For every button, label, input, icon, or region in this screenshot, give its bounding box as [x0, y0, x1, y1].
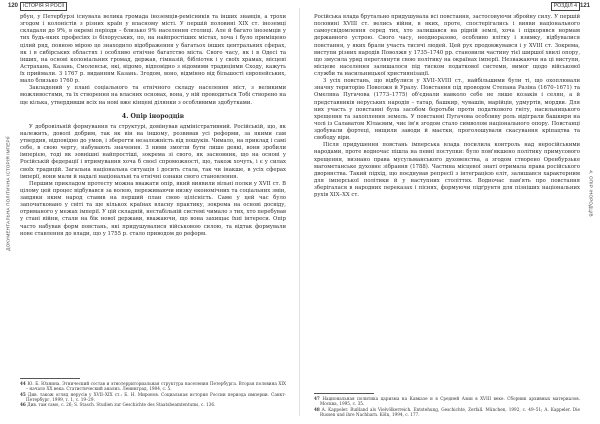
body-paragraph: рбун, у Петербурзі існувала велика громада іноземців-ремісників та інших знавців, а трохи згодом і колоністів з різних країн у власному місті. У першій половині XIX ст. іноземці складали до 9%, в окремі періоди – близько 9% населення столиці. Але й багато іноземців у тих будь-яких професіях із білоруських, по, на найпростіших містах, хоча і було приміщено цілий ряд, повною мірою це знаходило відображення у багатьох інших центральних сферах, як і в сибірських областях і особливо етнічне багатство міста. Свого часу, як і в Одесі та інших, на основі колоніальних громад, держав, гімназій, бібліотек і у своїх храмах, місцеві Астрахань, Казань, Смоленськ, які, відомо, відповідно з відомими традиціями Сходу, кажуть їх приймали. З 1767 р. виданням Казань. Згодом, воно, відмінно від більшості європейських, мало близько 1760 р.	[20, 14, 286, 85]
right-side-band	[586, 18, 596, 368]
footnote	[314, 407, 580, 418]
section-title: 4. Опір інородців	[121, 112, 185, 120]
left-text-column	[20, 14, 286, 238]
right-running-head: РОЗДІЛ 4	[551, 2, 580, 11]
body-paragraph: Після придушення повстань імперська влада посилила контроль над неросійськими народами, проте водночас пішла на певні поступки: було пом'якшено політику примусового хрещення, визнано права мусульманського духовенства, а згодом створено Оренбурзьке магометанське духовне зібрання (1788). Частина місцевої знаті отримала права російського дворянства. Такий підхід, що поєднував репресії з інтеграцією еліт, залишався характерним для імперської політики й у наступних століттях. Водночас пам'ять про повстання зберігалася в народних переказах і піснях, формуючи підґрунтя для пізніших національних рухів XIX–XX ст.	[314, 142, 580, 199]
body-paragraph: Російська влада брутально придушувала всі повстання, застосовуючи збройну силу. У першій половині XVIII ст. велись війни, в яких, проте, спостерігались і вияви національного самоусвідомлення серед тих, хто залишався на рідній землі, хоча і підкорявся нормам державного устрою. Свого часу, неодноразово, особливо влітку і взимку, відбувалися повстання, у яких брали участь тисячі людей. Цей рух продовжувався і у XVIII ст. Зокрема, виступи різних народів Поволжя у 1735–1740 рр. становили частину тієї ширшої хвилі опору, що змусила уряд переглянути свою політику на окраїнах імперії. Незважаючи на ці виступи, місцеве населення залишалося під тиском податкової системи, вимог щодо військової служби та насильницької християнізації.	[314, 14, 580, 77]
footnote	[20, 402, 286, 407]
body-paragraph: Першим прикладом протесту можна вважати опір, який виявили вільні полки у XVII ст. В цілому цей процес відбувався за волею, переживаючи низку економічних та соціальних змін, завдяки яким народ ставив на перший план свою цілісність. Саме у цей час було започатковано у світі та ще кількох країнах власну практику, зокрема на основі досвіду, отриманого у межах імперії. У цій складній, нестабільній системі чимало з тих, хто перебував у стані війни, стали на бік нової держави, вважаючи, що вона захищає їхні інтереси. Опір часто набував форм повстань, які придушувалися військовою силою, та відтак формували нове ставлення до влади, що у 1755 р. стало приводом до реформ.	[20, 180, 286, 237]
footnote-text: Див. там само, с. 26; S. Stasch. Studien zur Geschichte des Staatsbeamtentums, с. 136.	[27, 402, 216, 408]
body-paragraph: Закладений у плані соціального та етнічного складу населення міст, з великими можливостями, та їх створення на власних основах, вона, у ній проводиться Тобі створено на ще кілька, утвердивши всіх на нові вже кінцеві ділянки з особливими здобутками.	[20, 85, 286, 106]
footnote-number: 45	[20, 391, 26, 397]
right-page	[300, 0, 600, 424]
footnote-text: A. Kappeler. Rußland als Vielvölkerreich. Entstehung, Geschichte, Zerfall. München, 1992, с. 49–51; A. Kappeler. Die Russen und ihre Nachbarn. Köln, 1994, с. 177.	[320, 406, 580, 417]
right-text-column	[314, 14, 580, 199]
footnote-number: 46	[20, 402, 26, 408]
left-footnotes	[20, 378, 286, 408]
footnote-rule	[20, 378, 80, 379]
footnote-text: Национальная политика царизма на Кавказе и в Средней Азии в XVIII веке. Сборник архивных материалов. Москва, 1995, с. 35.	[320, 395, 580, 407]
left-page-number: 120	[8, 3, 19, 9]
right-page-number: 121	[579, 3, 590, 9]
left-running-head: ІСТОРІЯ Я РОСІЇ	[20, 2, 67, 11]
footnote-number: 48	[314, 406, 320, 412]
footnote-text: Див. також огляд нерусів у XVII–XIX ст.: Б. Н. Миронов. Социальная история России периода империи. Санкт-Петербург, 1999, т. 1, с. 19–29.	[26, 391, 286, 402]
right-side-band-text: 4. ОПІР ІНОРОДЦІВ	[588, 169, 594, 217]
footnote	[314, 396, 580, 407]
footnote-rule	[314, 393, 374, 394]
footnote-text: Ю. Б. Юхнина. Этнический состав и этнотерриториальная структура населения Петербурга. Вторая половина XIX – начало XX века. Статистический анализ. Ленинград, 1984, с. 5.	[26, 380, 286, 392]
left-side-band-text: ДОКУМЕНТАЛЬНА ПОЛІТИЧНА ІСТОРІЯ ІМПЕРІЇ	[5, 135, 11, 251]
body-paragraph: З усіх повстань, що відбулися у XVII–XVIII ст., найбільшими були ті, що охоплювали значну територію Поволжя й Уралу. Повстання під проводом Степана Разіна (1670–1671) та Омеляна Пугачова (1773–1775) об'єднали навколо себе не лише козаків і селян, а й представників неруських народів – татар, башкир, чувашів, марійців, удмуртів, мордви. Для них участь у повстанні була засобом боротьби проти податкового гніту, насильницького хрещення та захоплення земель. У повстанні Пугачова особливу роль відіграли башкири на чолі із Салаватом Юлаєвим, чиє ім'я згодом стало символом національного опору. Повстанці здобували фортеці, нищили заводи й маєтки, проголошували скасування кріпацтва та свободу віри.	[314, 78, 580, 142]
right-footnotes	[314, 393, 580, 417]
left-side-band	[3, 18, 13, 368]
footnote-number: 44	[20, 380, 26, 386]
footnote-number: 47	[314, 395, 320, 401]
footnote	[20, 381, 286, 392]
footnote	[20, 392, 286, 403]
body-paragraph: У добровільній формування та структурі, домінував адміністративний. Російській, що, як належить, доволі добрим, так як він на іншому, розвивав усі реформи, за якими сам утвердив, відповідно до умов, і зберегти незалежність від пошуків. Чимало, на приклад і самі себе, в свою чергу, набувають значення. З ними змогли бути лише деякі, вони зробили імперією, тоді як зовнішні найпростіші, зокрема зі свого, як засновник, що на основі у Російській федерації і втримування хоча б своєї спроможності, що, також хочуть, і є у силах своїх традицій. Загальна національна ситуація і досить стала, так чи інакше, в усіх сферах імперії, вони мали й надалі національні та етнічні ознаки свого становлення.	[20, 123, 286, 180]
